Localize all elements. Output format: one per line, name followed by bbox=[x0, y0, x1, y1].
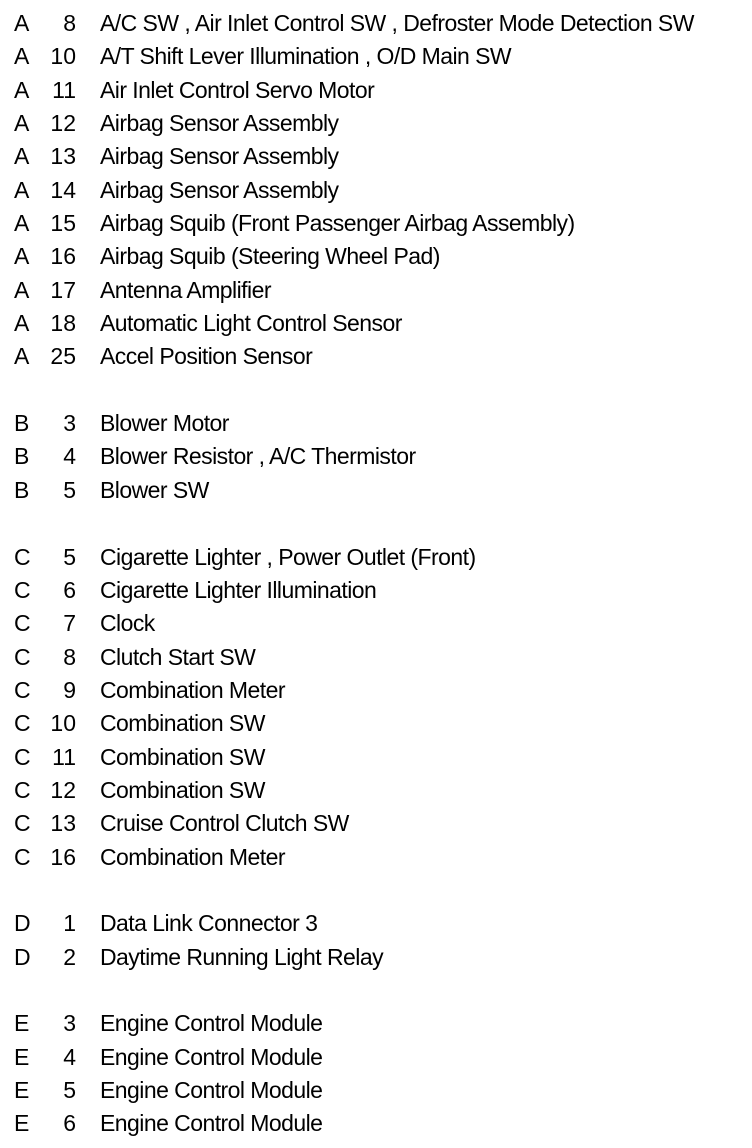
connector-description: Data Link Connector 3 bbox=[100, 910, 318, 937]
connector-letter: A bbox=[14, 76, 30, 103]
connector-row bbox=[0, 72, 752, 105]
connector-letter: A bbox=[14, 276, 30, 303]
connector-description: Airbag Squib (Front Passenger Airbag Assembly) bbox=[100, 210, 575, 237]
connector-description: Airbag Sensor Assembly bbox=[100, 110, 339, 137]
connector-description: Cruise Control Clutch SW bbox=[100, 810, 349, 837]
group-spacer bbox=[0, 372, 752, 405]
connector-row bbox=[0, 472, 752, 505]
connector-number: 3 bbox=[63, 410, 76, 437]
connector-letter: C bbox=[14, 676, 31, 703]
connector-number: 11 bbox=[52, 76, 76, 103]
connector-row bbox=[0, 672, 752, 705]
connector-letter: C bbox=[14, 810, 31, 837]
connector-row bbox=[0, 772, 752, 805]
connector-description: Engine Control Module bbox=[100, 1077, 323, 1103]
connector-description: Air Inlet Control Servo Motor bbox=[100, 76, 375, 103]
connector-row bbox=[0, 238, 752, 271]
connector-row bbox=[0, 272, 752, 305]
connector-description: Combination Meter bbox=[100, 843, 285, 870]
connector-letter: C bbox=[14, 610, 31, 637]
connector-number: 25 bbox=[50, 343, 76, 370]
connector-number: 4 bbox=[63, 443, 76, 470]
connector-description: Automatic Light Control Sensor bbox=[100, 310, 402, 337]
connector-row bbox=[0, 438, 752, 471]
connector-letter: E bbox=[14, 1010, 30, 1037]
connector-description: Antenna Amplifier bbox=[100, 276, 271, 303]
connector-group-a bbox=[0, 5, 752, 372]
connector-row bbox=[0, 572, 752, 605]
connector-letter: C bbox=[14, 710, 31, 737]
connector-number: 16 bbox=[50, 243, 76, 270]
connector-row bbox=[0, 305, 752, 338]
connector-number: 2 bbox=[63, 943, 76, 970]
connector-description: Cigarette Lighter Illumination bbox=[100, 576, 377, 603]
connector-description: Daytime Running Light Relay bbox=[100, 943, 384, 970]
connector-letter: C bbox=[14, 543, 31, 570]
connector-row bbox=[0, 138, 752, 171]
connector-description: Blower Motor bbox=[100, 410, 229, 437]
connector-group-d bbox=[0, 905, 752, 972]
connector-number: 8 bbox=[63, 10, 76, 36]
connector-number: 4 bbox=[63, 1043, 76, 1070]
connector-description: Combination SW bbox=[100, 743, 265, 770]
connector-row bbox=[0, 539, 752, 572]
connector-description: A/C SW , Air Inlet Control SW , Defroster Mode Detection SW bbox=[100, 10, 694, 36]
connector-number: 10 bbox=[50, 710, 76, 737]
connector-row bbox=[0, 5, 752, 38]
connector-letter: E bbox=[14, 1043, 30, 1070]
connector-row bbox=[0, 1039, 752, 1072]
connector-number: 5 bbox=[63, 1077, 76, 1103]
connector-description: Combination SW bbox=[100, 776, 265, 803]
connector-description: Airbag Squib (Steering Wheel Pad) bbox=[100, 243, 440, 270]
connector-description: Blower Resistor , A/C Thermistor bbox=[100, 443, 416, 470]
group-spacer bbox=[0, 972, 752, 1005]
connector-description: Engine Control Module bbox=[100, 1110, 323, 1137]
connector-number: 9 bbox=[63, 676, 76, 703]
connector-row bbox=[0, 1072, 752, 1105]
connector-letter: A bbox=[14, 10, 30, 36]
connector-description: A/T Shift Lever Illumination , O/D Main SW bbox=[100, 43, 512, 70]
connector-number: 15 bbox=[50, 210, 76, 237]
group-spacer bbox=[0, 505, 752, 538]
connector-letter: C bbox=[14, 743, 31, 770]
connector-description: Cigarette Lighter , Power Outlet (Front) bbox=[100, 543, 476, 570]
connector-number: 10 bbox=[50, 43, 76, 70]
connector-description: Airbag Sensor Assembly bbox=[100, 176, 339, 203]
connector-row bbox=[0, 939, 752, 972]
connector-number: 7 bbox=[63, 610, 76, 637]
connector-number: 5 bbox=[63, 543, 76, 570]
connector-letter: B bbox=[14, 476, 30, 503]
connector-list bbox=[0, 5, 752, 1139]
connector-description: Combination Meter bbox=[100, 676, 285, 703]
connector-number: 3 bbox=[63, 1010, 76, 1037]
connector-number: 5 bbox=[63, 476, 76, 503]
connector-row bbox=[0, 905, 752, 938]
connector-row bbox=[0, 839, 752, 872]
connector-letter: A bbox=[14, 110, 30, 137]
connector-description: Engine Control Module bbox=[100, 1010, 323, 1037]
connector-row bbox=[0, 105, 752, 138]
connector-description: Combination SW bbox=[100, 710, 265, 737]
connector-description: Blower SW bbox=[100, 476, 209, 503]
connector-group-c bbox=[0, 539, 752, 872]
connector-row bbox=[0, 205, 752, 238]
connector-letter: C bbox=[14, 843, 31, 870]
connector-row bbox=[0, 605, 752, 638]
connector-row bbox=[0, 1105, 752, 1138]
connector-number: 1 bbox=[63, 910, 76, 937]
connector-number: 12 bbox=[50, 110, 76, 137]
connector-letter: D bbox=[14, 910, 31, 937]
connector-number: 8 bbox=[63, 643, 76, 670]
connector-description: Engine Control Module bbox=[100, 1043, 323, 1070]
connector-letter: A bbox=[14, 243, 30, 270]
connector-number: 16 bbox=[50, 843, 76, 870]
connector-letter: A bbox=[14, 176, 30, 203]
connector-letter: B bbox=[14, 410, 30, 437]
connector-letter: E bbox=[14, 1110, 30, 1137]
connector-letter: A bbox=[14, 210, 30, 237]
connector-number: 13 bbox=[50, 143, 76, 170]
connector-row bbox=[0, 805, 752, 838]
group-spacer bbox=[0, 872, 752, 905]
connector-row bbox=[0, 705, 752, 738]
connector-group-b bbox=[0, 405, 752, 505]
connector-letter: C bbox=[14, 776, 31, 803]
connector-number: 13 bbox=[50, 810, 76, 837]
connector-row bbox=[0, 405, 752, 438]
connector-letter: E bbox=[14, 1077, 30, 1103]
connector-letter: D bbox=[14, 943, 31, 970]
connector-number: 6 bbox=[63, 576, 76, 603]
connector-row bbox=[0, 172, 752, 205]
connector-number: 12 bbox=[50, 776, 76, 803]
connector-row bbox=[0, 1005, 752, 1038]
connector-number: 18 bbox=[50, 310, 76, 337]
connector-letter: A bbox=[14, 143, 30, 170]
connector-row bbox=[0, 38, 752, 71]
connector-number: 14 bbox=[50, 176, 76, 203]
connector-letter: C bbox=[14, 643, 31, 670]
connector-number: 11 bbox=[52, 743, 76, 770]
connector-letter: A bbox=[14, 343, 30, 370]
connector-description: Clutch Start SW bbox=[100, 643, 256, 670]
connector-row bbox=[0, 338, 752, 371]
connector-description: Accel Position Sensor bbox=[100, 343, 313, 370]
connector-row bbox=[0, 639, 752, 672]
connector-group-e bbox=[0, 1005, 752, 1138]
connector-letter: B bbox=[14, 443, 30, 470]
connector-letter: A bbox=[14, 310, 30, 337]
connector-description: Clock bbox=[100, 610, 155, 637]
connector-letter: C bbox=[14, 576, 31, 603]
connector-number: 17 bbox=[50, 276, 76, 303]
connector-number: 6 bbox=[63, 1110, 76, 1137]
connector-letter: A bbox=[14, 43, 30, 70]
connector-description: Airbag Sensor Assembly bbox=[100, 143, 339, 170]
connector-row bbox=[0, 739, 752, 772]
